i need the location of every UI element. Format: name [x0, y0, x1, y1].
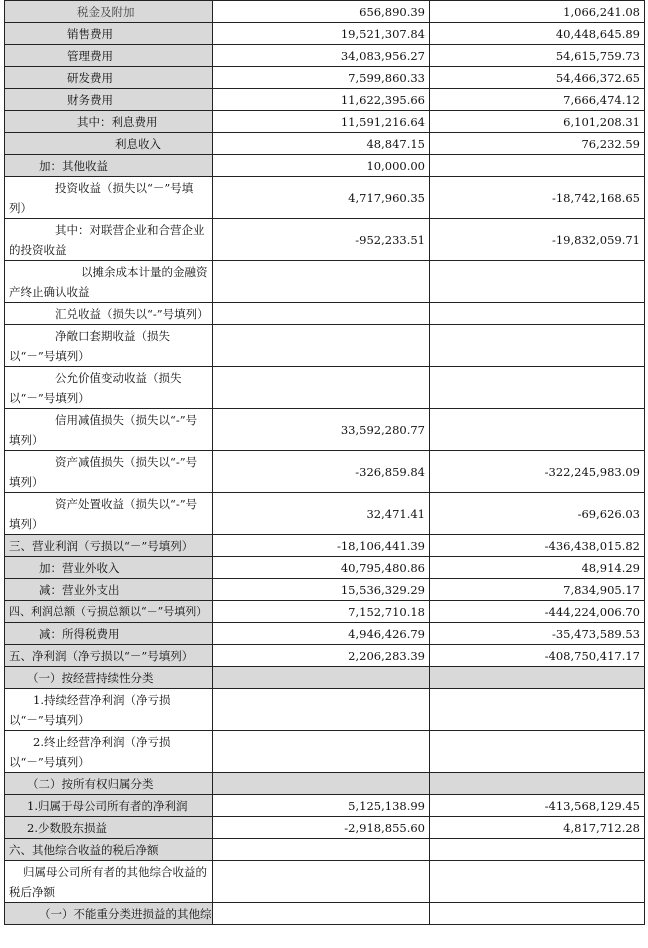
table-row — [5, 535, 645, 557]
current-value: 7,599,860.33 — [213, 67, 430, 89]
current-value: -18,106,441.39 — [213, 535, 430, 557]
current-value: -2,918,855.60 — [213, 817, 430, 839]
current-value — [213, 325, 430, 367]
current-value: -952,233.51 — [213, 219, 430, 261]
row-label: 加：其他收益 — [5, 155, 213, 177]
row-label: 资产减值损失（损失以“-”号填列） — [5, 451, 213, 493]
current-value — [213, 861, 430, 903]
current-value: 34,083,956.27 — [213, 45, 430, 67]
table-row — [5, 133, 645, 155]
previous-value — [430, 731, 645, 773]
current-value — [213, 261, 430, 303]
previous-value: 6,101,208.31 — [430, 111, 645, 133]
row-label: 2.少数股东损益 — [5, 817, 213, 839]
current-value: 40,795,480.86 — [213, 557, 430, 579]
previous-value — [430, 325, 645, 367]
row-label: 财务费用 — [5, 89, 213, 111]
row-label: 研发费用 — [5, 67, 213, 89]
table-row — [5, 689, 645, 731]
table-row — [5, 303, 645, 325]
current-value: 33,592,280.77 — [213, 409, 430, 451]
table-row — [5, 645, 645, 667]
row-label: 信用减值损失（损失以“-”号填列） — [5, 409, 213, 451]
row-label: 加：营业外收入 — [5, 557, 213, 579]
current-value: 4,946,426.79 — [213, 623, 430, 645]
previous-value: 1,066,241.08 — [430, 1, 645, 23]
table-row — [5, 903, 645, 925]
table-row — [5, 579, 645, 601]
table-row — [5, 623, 645, 645]
previous-value: -35,473,589.53 — [430, 623, 645, 645]
income-statement-table — [4, 0, 645, 925]
row-label: 1.归属于母公司所有者的净利润 — [5, 795, 213, 817]
table-row — [5, 773, 645, 795]
table-row — [5, 731, 645, 773]
previous-value: -69,626.03 — [430, 493, 645, 535]
current-value — [213, 303, 430, 325]
previous-value — [430, 409, 645, 451]
row-label: （一）按经营持续性分类 — [5, 667, 213, 689]
row-label: 销售费用 — [5, 23, 213, 45]
row-label: 资产处置收益（损失以“-”号填列） — [5, 493, 213, 535]
current-value — [213, 773, 430, 795]
table-row — [5, 219, 645, 261]
row-label: 三、营业利润（亏损以“－”号填列） — [5, 535, 213, 557]
table-row — [5, 89, 645, 111]
current-value: 19,521,307.84 — [213, 23, 430, 45]
table-row — [5, 45, 645, 67]
previous-value: -444,224,006.70 — [430, 601, 645, 623]
row-label: 税金及附加 — [5, 1, 213, 23]
previous-value: -408,750,417.17 — [430, 645, 645, 667]
previous-value — [430, 303, 645, 325]
row-label: 五、净利润（净亏损以“－”号填列） — [5, 645, 213, 667]
previous-value — [430, 839, 645, 861]
previous-value: 4,817,712.28 — [430, 817, 645, 839]
row-label: 四、利润总额（亏损总额以“－”号填列） — [5, 601, 213, 623]
row-label: 其中：对联营企业和合营企业的投资收益 — [5, 219, 213, 261]
current-value: 11,622,395.66 — [213, 89, 430, 111]
previous-value: 40,448,645.89 — [430, 23, 645, 45]
current-value: 656,890.39 — [213, 1, 430, 23]
previous-value: -19,832,059.71 — [430, 219, 645, 261]
previous-value: -436,438,015.82 — [430, 535, 645, 557]
previous-value: -322,245,983.09 — [430, 451, 645, 493]
table-row — [5, 177, 645, 219]
current-value: 7,152,710.18 — [213, 601, 430, 623]
previous-value: 7,834,905.17 — [430, 579, 645, 601]
row-label: 净敞口套期收益（损失以“－”号填列） — [5, 325, 213, 367]
row-label: 投资收益（损失以“－”号填列） — [5, 177, 213, 219]
previous-value: -413,568,129.45 — [430, 795, 645, 817]
previous-value — [430, 261, 645, 303]
current-value — [213, 367, 430, 409]
table-row — [5, 839, 645, 861]
row-label: 减：营业外支出 — [5, 579, 213, 601]
previous-value: 48,914.29 — [430, 557, 645, 579]
row-label: 2.终止经营净利润（净亏损以“－”号填列） — [5, 731, 213, 773]
previous-value: 76,232.59 — [430, 133, 645, 155]
table-row — [5, 23, 645, 45]
table-row — [5, 409, 645, 451]
row-label: 利息收入 — [5, 133, 213, 155]
table-row — [5, 325, 645, 367]
table-row — [5, 861, 645, 903]
current-value — [213, 839, 430, 861]
current-value — [213, 689, 430, 731]
current-value: 4,717,960.35 — [213, 177, 430, 219]
row-label: 归属母公司所有者的其他综合收益的税后净额 — [5, 861, 213, 903]
row-label: 六、其他综合收益的税后净额 — [5, 839, 213, 861]
previous-value: 54,615,759.73 — [430, 45, 645, 67]
current-value: 5,125,138.99 — [213, 795, 430, 817]
table-row — [5, 557, 645, 579]
current-value: 48,847.15 — [213, 133, 430, 155]
previous-value — [430, 155, 645, 177]
previous-value — [430, 667, 645, 689]
row-label: 管理费用 — [5, 45, 213, 67]
table-row — [5, 111, 645, 133]
row-label: 减：所得税费用 — [5, 623, 213, 645]
previous-value: 7,666,474.12 — [430, 89, 645, 111]
row-label: （二）按所有权归属分类 — [5, 773, 213, 795]
table-row — [5, 67, 645, 89]
current-value: 15,536,329.29 — [213, 579, 430, 601]
row-label: 汇兑收益（损失以“-”号填列） — [5, 303, 213, 325]
table-row — [5, 817, 645, 839]
previous-value — [430, 861, 645, 903]
previous-value: 54,466,372.65 — [430, 67, 645, 89]
table-row — [5, 367, 645, 409]
current-value: -326,859.84 — [213, 451, 430, 493]
table-row — [5, 155, 645, 177]
previous-value — [430, 367, 645, 409]
row-label: 公允价值变动收益（损失以“－”号填列） — [5, 367, 213, 409]
row-label: 1.持续经营净利润（净亏损以“－”号填列） — [5, 689, 213, 731]
row-label: 以摊余成本计量的金融资产终止确认收益 — [5, 261, 213, 303]
current-value: 32,471.41 — [213, 493, 430, 535]
row-label: 其中：利息费用 — [5, 111, 213, 133]
table-row — [5, 1, 645, 23]
previous-value: -18,742,168.65 — [430, 177, 645, 219]
table-row — [5, 493, 645, 535]
current-value: 11,591,216.64 — [213, 111, 430, 133]
previous-value — [430, 903, 645, 925]
table-row — [5, 451, 645, 493]
table-row — [5, 667, 645, 689]
table-row — [5, 601, 645, 623]
income-statement-sheet — [4, 0, 644, 925]
row-label: （一）不能重分类进损益的其他综 — [5, 903, 213, 925]
current-value: 10,000.00 — [213, 155, 430, 177]
current-value: 2,206,283.39 — [213, 645, 430, 667]
table-row — [5, 795, 645, 817]
current-value — [213, 667, 430, 689]
previous-value — [430, 773, 645, 795]
current-value — [213, 903, 430, 925]
current-value — [213, 731, 430, 773]
previous-value — [430, 689, 645, 731]
table-row — [5, 261, 645, 303]
